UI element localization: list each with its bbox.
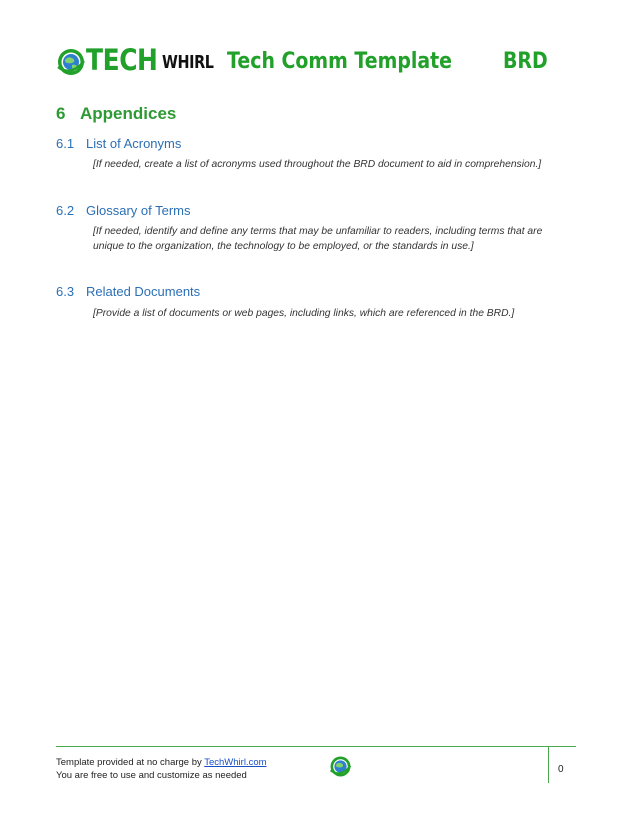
- section-heading: [56, 104, 176, 124]
- subsection-number: 6.2: [56, 203, 75, 218]
- footer-line-2: You are free to use and customize as needed: [56, 770, 247, 781]
- subsection-text-related-documents: [Provide a list of documents or web pages, including links, which are referenced in the BRD.]: [93, 308, 515, 319]
- subsection-title: Related Documents: [86, 284, 201, 299]
- subsection-heading-glossary: [56, 203, 191, 218]
- header-doc-type: BRD: [503, 49, 548, 74]
- subsection-number: 6.1: [56, 136, 75, 151]
- page-header: [56, 43, 576, 83]
- subsection-heading-acronyms: [56, 136, 181, 151]
- section-number: 6: [56, 104, 66, 123]
- section-title: Appendices: [80, 104, 177, 123]
- logo-whirl-text: WHIRL: [162, 52, 214, 73]
- subsection-number: 6.3: [56, 284, 75, 299]
- page-number: 0: [558, 764, 564, 775]
- globe-footer-icon: [329, 755, 352, 778]
- subsection-title: List of Acronyms: [86, 136, 182, 151]
- subsection-heading-related-documents: [56, 284, 200, 299]
- footer-vertical-divider: [548, 747, 549, 783]
- subsection-title: Glossary of Terms: [86, 203, 191, 218]
- footer-divider: [56, 746, 576, 747]
- subsection-text-acronyms: [If needed, create a list of acronyms used throughout the BRD document to aid in comprehension.]: [93, 159, 542, 170]
- logo-tech-text: TECH: [86, 43, 158, 77]
- subsection-text-glossary: [If needed, identify and define any terms that may be unfamiliar to readers, including terms that are unique to the organization, the technology to be employed, or the standards in use.]: [93, 226, 543, 252]
- globe-logo-icon: [56, 47, 86, 77]
- techwhirl-link[interactable]: TechWhirl.com: [204, 757, 267, 768]
- footer-prefix: Template provided at no charge by: [56, 757, 205, 768]
- footer-line-1: [56, 757, 267, 768]
- header-title: Tech Comm Template: [227, 49, 453, 74]
